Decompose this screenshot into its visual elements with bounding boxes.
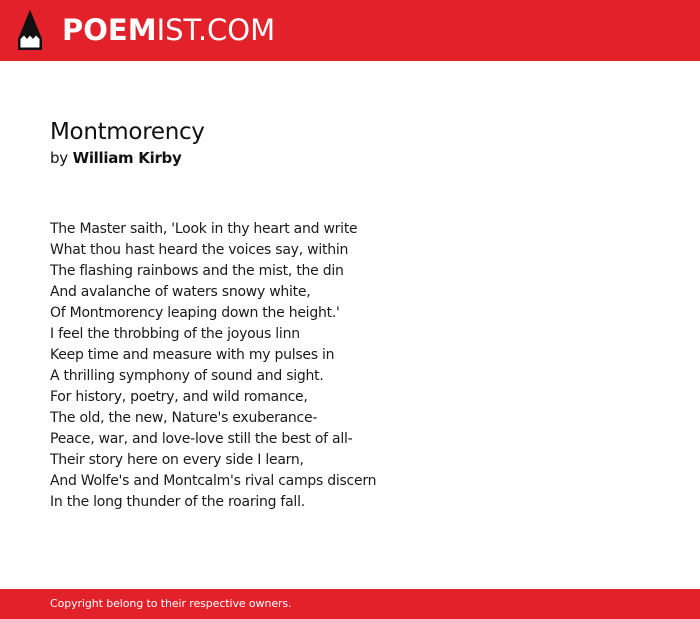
poem-line: The flashing rainbows and the mist, the din xyxy=(50,263,344,279)
byline xyxy=(50,147,670,169)
by-label: by xyxy=(50,149,68,167)
pencil-logo-icon[interactable] xyxy=(16,9,44,51)
poem-line: And Wolfe's and Montcalm's rival camps discern xyxy=(50,473,377,489)
poem-line: Of Montmorency leaping down the height.' xyxy=(50,305,340,321)
site-logo[interactable] xyxy=(62,13,275,47)
copyright-text: Copyright belong to their respective owners. xyxy=(50,597,292,610)
poem-title: Montmorency xyxy=(50,119,205,145)
logo-bold-text: POEM xyxy=(62,13,157,47)
poem-line: A thrilling symphony of sound and sight. xyxy=(50,368,324,384)
poem-line: I feel the throbbing of the joyous linn xyxy=(50,326,300,342)
logo-light-text: IST.COM xyxy=(156,13,276,47)
poem-line: What thou hast heard the voices say, within xyxy=(50,242,349,258)
poem-content xyxy=(50,117,670,513)
poem-line: In the long thunder of the roaring fall. xyxy=(50,494,305,510)
poem-line: The Master saith, 'Look in thy heart and write xyxy=(50,221,358,237)
poem-line: Peace, war, and love-love still the best of all- xyxy=(50,431,353,447)
site-header xyxy=(0,0,700,61)
poem-line: And avalanche of waters snowy white, xyxy=(50,284,311,300)
site-footer xyxy=(0,589,700,619)
poem-line: The old, the new, Nature's exuberance- xyxy=(50,410,318,426)
poem-line: For history, poetry, and wild romance, xyxy=(50,389,308,405)
poem-body xyxy=(50,219,670,513)
poem-line: Their story here on every side I learn, xyxy=(50,452,304,468)
poem-line: Keep time and measure with my pulses in xyxy=(50,347,335,363)
author-name: William Kirby xyxy=(72,149,182,167)
